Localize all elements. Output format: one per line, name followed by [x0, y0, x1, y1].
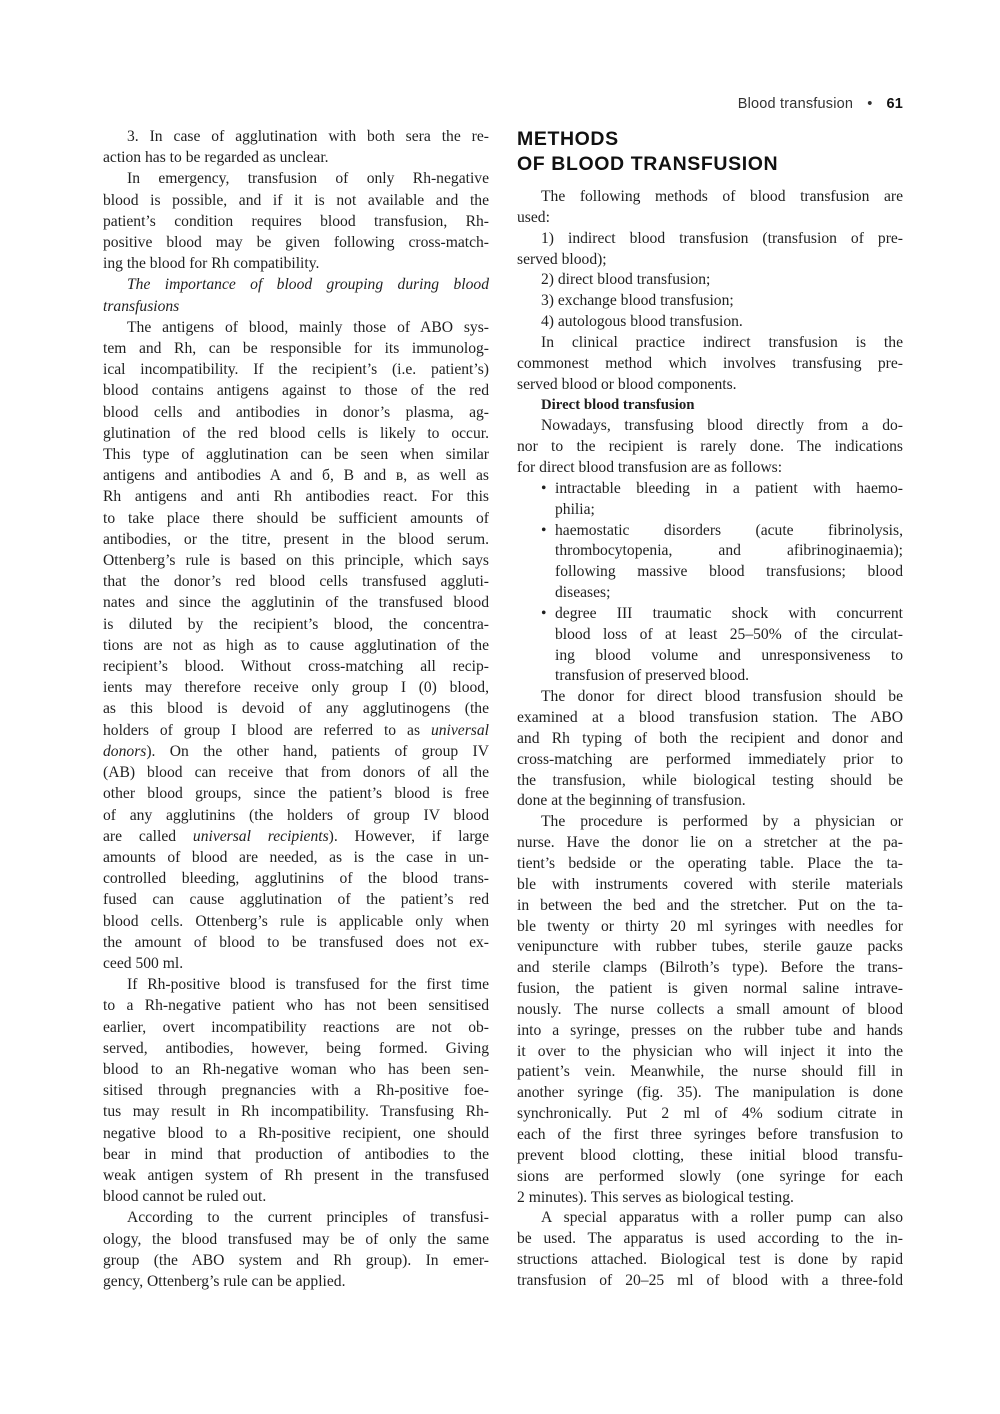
separator-dot: • — [867, 96, 873, 112]
paragraph — [517, 229, 903, 271]
paragraph — [517, 187, 903, 229]
running-head-title: Blood transfusion — [737, 96, 854, 112]
text-line: blood to an Rh-negative woman who has been sen- — [103, 1060, 489, 1078]
text-line: of any agglutinins (the holders of group IV blood — [103, 806, 489, 824]
bullet-item — [517, 604, 903, 687]
text-line: sions are performed slowly (one syringe for each — [517, 1167, 903, 1185]
bullet-icon: • — [541, 604, 547, 622]
text-line: served, antibodies, however, being formed. Giving — [103, 1039, 489, 1057]
bullet-item — [517, 521, 903, 604]
text-line: antibodies, or the titre, present in the blood serum. — [103, 530, 489, 548]
text-line: transfusion of preserved blood. — [555, 667, 750, 685]
text-line: The following methods of blood transfusion are — [541, 188, 903, 205]
text-line: synchronically. Put 2 ml of 4% sodium citrate in — [517, 1105, 903, 1123]
text-line: holders of group I blood are referred to as universal — [103, 721, 489, 739]
text-line: fused can cause agglutination of the patient’s red — [103, 891, 489, 909]
text-line: nor to the recipient is rarely done. The indications — [517, 438, 903, 456]
text-line: Ottenberg’s rule is based on this principle, which says — [103, 552, 489, 570]
text-line: as this blood is devoid of any agglutinogens (the — [103, 700, 489, 718]
text-line: 2) direct blood transfusion; — [541, 271, 711, 289]
text-line: ing the blood for Rh compatibility. — [103, 255, 320, 273]
text-line: According to the current principles of transfusi- — [127, 1209, 489, 1227]
paragraph — [517, 270, 903, 291]
paragraph — [103, 1207, 489, 1292]
bullet-item — [517, 479, 903, 521]
text-line: negative blood to a Rh-positive recipient, one should — [103, 1124, 489, 1142]
text-line: bear in mind that production of antibodies to the — [103, 1145, 489, 1163]
text-line: amounts of blood are needed, as is the case in un- — [103, 848, 489, 866]
text-line: glutination of the red blood cells is likely to occur. — [103, 424, 489, 442]
text-line: 3. In case of agglutination with both sera the re- — [127, 128, 489, 145]
text-line: ble with instruments covered with sterile materials — [517, 875, 903, 893]
right-column — [517, 187, 903, 1292]
text-line: used: — [517, 208, 550, 226]
text-line: A special apparatus with a roller pump can also — [541, 1209, 903, 1227]
text-line: to a Rh-negative patient who has not been sensitised — [103, 997, 489, 1015]
text-line: in between the bed and the stretcher. Put on the ta- — [517, 896, 903, 914]
text-line: (AB) blood can receive that from donors of all the — [103, 764, 489, 782]
text-line: to take place there should be sufficient amounts of — [103, 509, 489, 527]
emphasis: universal recipients — [192, 827, 329, 845]
text-line: other blood groups, since the patient’s blood is free — [103, 785, 489, 803]
text-line: thrombocytopenia, and afibrinoginaemia); — [555, 542, 903, 560]
text-line: The donor for direct blood transfusion should be — [541, 688, 903, 706]
text-line: 3) exchange blood transfusion; — [541, 292, 734, 310]
text-line: weak antigen system of Rh present in the transfused — [103, 1166, 489, 1184]
text-line: action has to be regarded as unclear. — [103, 149, 329, 167]
text-line: patient’s condition requires blood transfusion, Rh- — [103, 212, 489, 230]
text-line: ceed 500 ml. — [103, 954, 184, 972]
paragraph — [517, 291, 903, 312]
text-line: fusion, the patient is given normal saline intrave- — [517, 980, 903, 998]
text-line: 4) autologous blood transfusion. — [541, 313, 743, 331]
emphasis: universal — [430, 721, 489, 739]
text-line: be used. The apparatus is used according to the in- — [517, 1230, 903, 1248]
text-line: the amount of blood to be transfused does not ex- — [103, 933, 489, 951]
text-line: patient’s vein. Meanwhile, the nurse should fill in — [517, 1063, 903, 1081]
text-line: If Rh-positive blood is transfused for the first time — [127, 976, 489, 994]
section-heading-line: OF BLOOD TRANSFUSION — [517, 153, 779, 175]
page-number: 61 — [886, 96, 903, 112]
paragraph — [103, 126, 489, 168]
text-line: blood loss of at least 25–50% of the circulat- — [555, 625, 903, 643]
text-line: done at the beginning of transfusion. — [517, 792, 746, 810]
text-line: This type of agglutination can be seen when similar — [103, 446, 489, 464]
paragraph — [517, 416, 903, 479]
text-line: positive blood may be given following cross-match- — [103, 234, 489, 252]
text-line: ing blood volume and unresponsiveness to — [555, 646, 903, 664]
text-line: Direct blood transfusion — [541, 397, 695, 414]
text-line: prevent blood clotting, these initial blood transfu- — [517, 1146, 903, 1164]
text-line: the transfusion, while biological testing should be — [517, 771, 903, 789]
text-line: for direct blood transfusion are as follows: — [517, 458, 783, 476]
text-line: blood contains antigens against to those of the red — [103, 382, 489, 400]
paragraph — [517, 333, 903, 396]
text-line: group (the ABO system and Rh group). In emer- — [103, 1251, 489, 1269]
italic-subheading — [103, 274, 489, 316]
bullet-icon: • — [541, 479, 547, 497]
text-line: donors). On the other hand, patients of group IV — [103, 742, 489, 760]
text-line: structions attached. Biological test is done by rapid — [517, 1251, 903, 1269]
text-line: served blood or blood components. — [517, 375, 737, 393]
subheading — [517, 395, 903, 416]
text-line: The antigens of blood, mainly those of ABO sys- — [127, 318, 489, 336]
text-line: commonest method which involves transfusing pre- — [517, 354, 903, 372]
text-line: ients may therefore receive only group I (0) blood, — [103, 679, 489, 697]
bullet-icon: • — [541, 521, 547, 539]
text-line: blood cannot be ruled out. — [103, 1188, 267, 1206]
paragraph — [517, 687, 903, 812]
text-line: tem and Rh, can be responsible for its immunolog- — [103, 340, 489, 358]
text-line: 1) indirect blood transfusion (transfusion of pre- — [541, 229, 903, 247]
text-line: sitised through pregnancies with a Rh-positive foe- — [103, 1082, 489, 1100]
text-line: ble twenty or thirty 20 ml syringes with needles for — [517, 917, 903, 935]
text-line: and sterile clamps (Bilroth’s type). Before the trans- — [517, 959, 903, 977]
text-line: recipient’s blood. Without cross-matching all recip- — [103, 658, 489, 676]
section-heading — [517, 127, 778, 177]
left-column — [103, 126, 489, 1292]
text-line: The procedure is performed by a physician or — [541, 813, 903, 831]
paragraph — [517, 1208, 903, 1291]
text-line: transfusion of 20–25 ml of blood with a three-fold — [517, 1271, 903, 1289]
text-line: blood cells. Ottenberg’s rule is applicable only when — [103, 912, 489, 930]
text-line: nates and since the agglutinin of the transfused blood — [103, 594, 489, 612]
text-line: antigens and antibodies A and б, B and в, as well as — [103, 467, 489, 485]
text-line: philia; — [555, 500, 595, 518]
text-line: cross-matching are performed immediately prior to — [517, 750, 903, 768]
text-line: served blood); — [517, 250, 607, 268]
text-line: In clinical practice indirect transfusion is the — [541, 333, 903, 351]
text-line: diseases; — [555, 584, 611, 602]
paragraph — [517, 812, 903, 1208]
text-line: earlier, overt incompatibility reactions are not ob- — [103, 1018, 489, 1036]
text-line: nously. The nurse collects a small amount of blood — [517, 1000, 903, 1018]
text-line: are called universal recipients). However, if large — [103, 827, 490, 845]
text-line: each of the first three syringes before transfusion to — [517, 1125, 903, 1143]
paragraph — [103, 168, 489, 274]
paragraph — [103, 974, 489, 1207]
text-line: it over to the physician who will inject it into the — [517, 1042, 903, 1060]
text-line: is diluted by the recipient’s blood, the concentra- — [103, 615, 489, 633]
text-line: venipuncture with rubber tubes, sterile gauze packs — [517, 938, 903, 956]
text-line: Nowadays, transfusing blood directly from a do- — [541, 417, 903, 435]
text-line: In emergency, transfusion of only Rh-negative — [127, 170, 489, 188]
text-line: The importance of blood grouping during blood — [127, 276, 489, 294]
text-line: into a syringe, presses on the rubber tube and hands — [517, 1021, 903, 1039]
text-line: degree III traumatic shock with concurrent — [555, 604, 903, 622]
paragraph — [103, 317, 489, 974]
text-line: following massive blood transfusions; blood — [555, 563, 903, 581]
text-line: tions are not as high as to cause agglutination of the — [103, 636, 489, 654]
text-line: and Rh typing of both the recipient and donor and — [517, 729, 903, 747]
text-line: blood cells and antibodies in donor’s plasma, ag- — [103, 403, 489, 421]
text-line: transfusions — [103, 297, 180, 315]
text-line: controlled bleeding, agglutinins of the blood trans- — [103, 870, 489, 888]
text-line: nurse. Have the donor lie on a stretcher at the pa- — [517, 834, 903, 852]
text-line: tient’s bedside or the operating table. Place the ta- — [517, 855, 903, 872]
text-line: intractable bleeding in a patient with haemo- — [555, 479, 903, 497]
text-line: Rh antigens and anti Rh antibodies react. For this — [103, 488, 489, 506]
text-line: haemostatic disorders (acute fibrinolysis, — [555, 521, 903, 539]
text-line: ology, the blood transfused may be of only the same — [103, 1230, 489, 1248]
text-line: tus may result in Rh incompatibility. Transfusing Rh- — [103, 1103, 489, 1121]
paragraph — [517, 312, 903, 333]
emphasis: donors — [103, 742, 147, 760]
text-line: blood is possible, and if it is not available and the — [103, 191, 489, 209]
text-line: 2 minutes). This serves as biological testing. — [517, 1188, 794, 1206]
running-head — [738, 96, 903, 112]
text-line: that the donor’s red blood cells transfused aggluti- — [103, 573, 489, 591]
text-line: another syringe (fig. 35). The manipulation is done — [517, 1084, 903, 1102]
text-line: examined at a blood transfusion station. The ABO — [517, 709, 903, 727]
section-heading-line: METHODS — [517, 128, 619, 150]
text-line: ical incompatibility. If the recipient’s (i.e. patient’s) — [103, 361, 489, 379]
text-line: gency, Ottenberg’s rule can be applied. — [103, 1272, 346, 1290]
